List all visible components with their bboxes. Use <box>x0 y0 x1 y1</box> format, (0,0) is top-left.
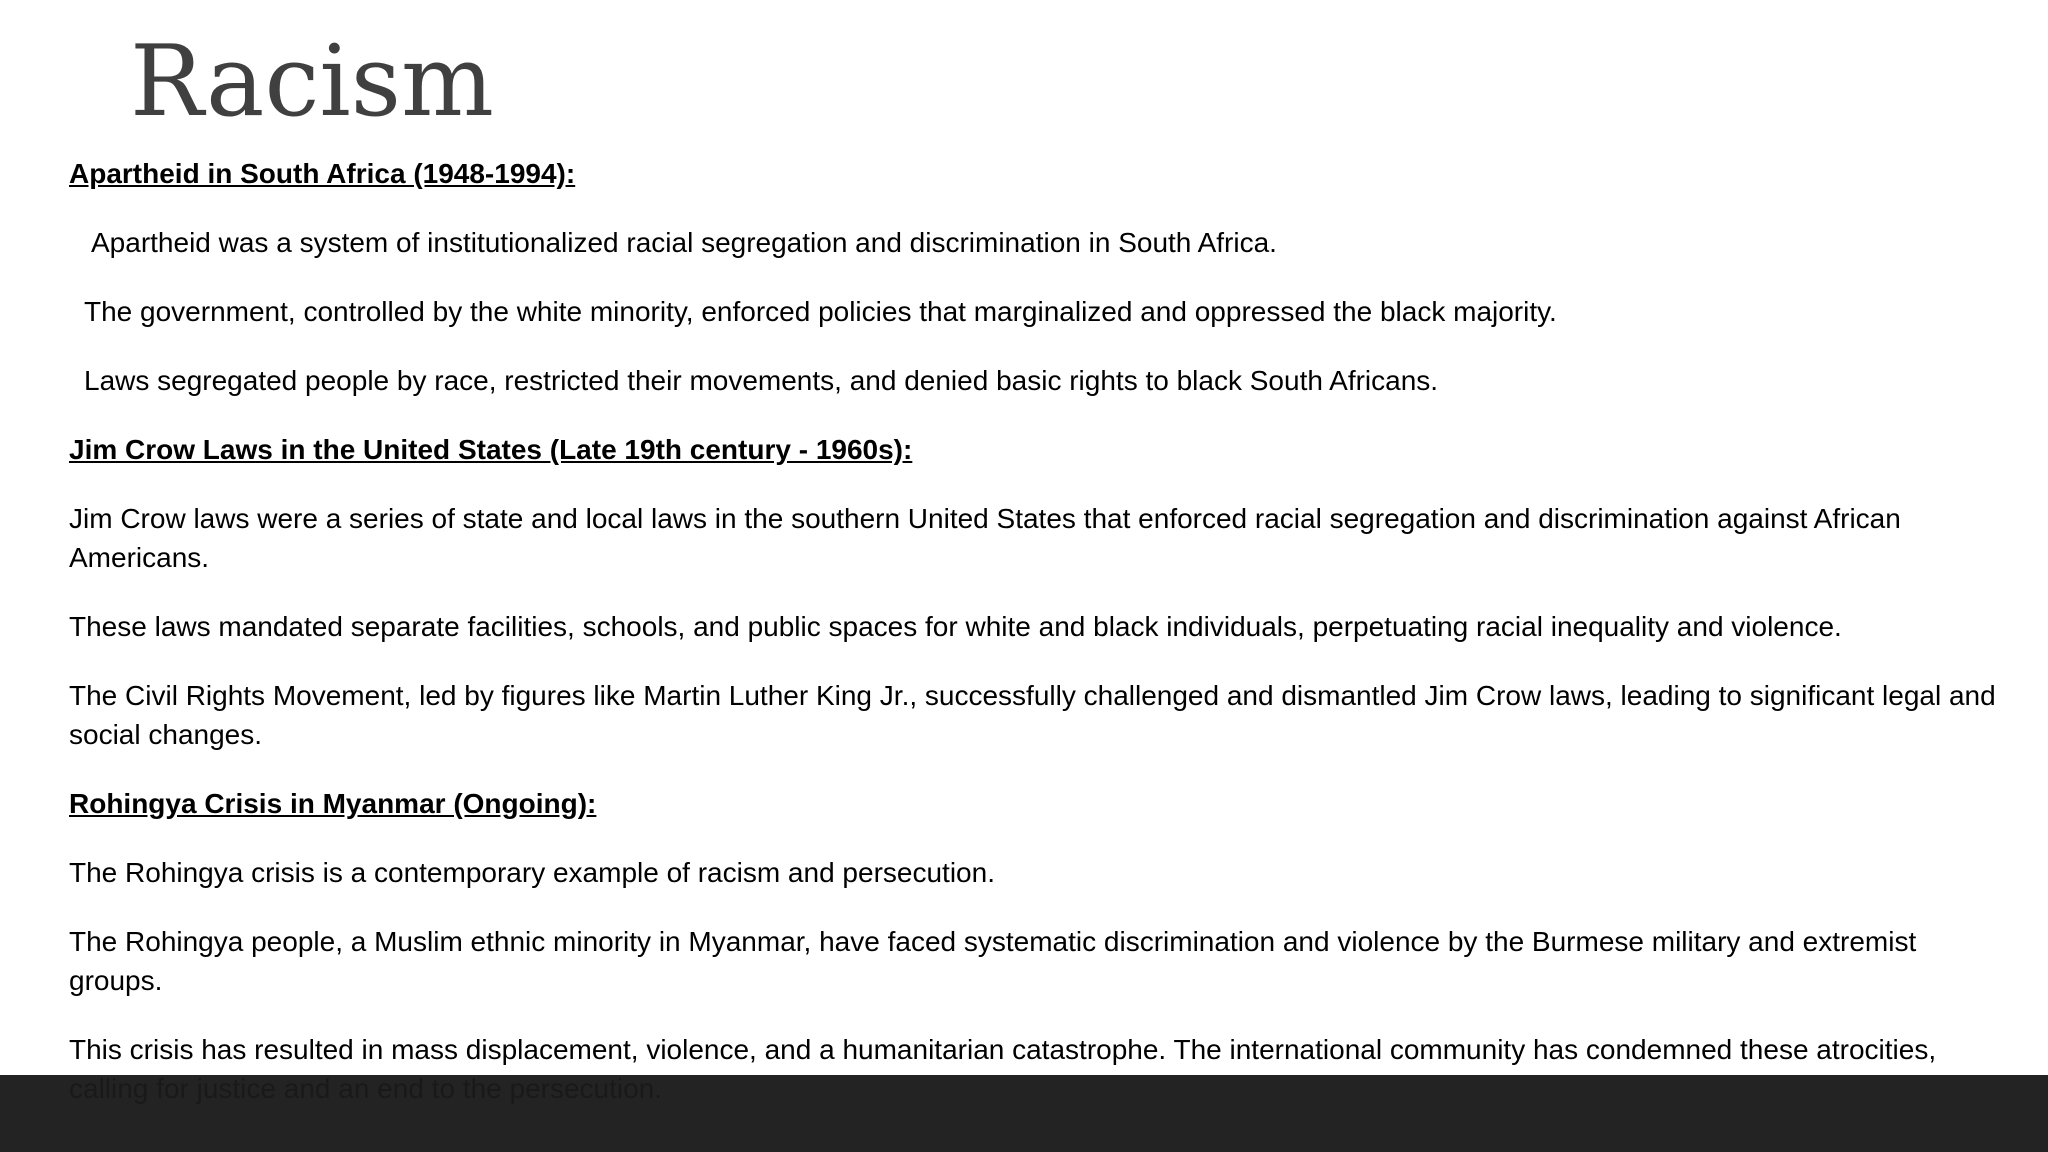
paragraph: This crisis has resulted in mass displacement, violence, and a humanitarian catastrophe. The international community has condemned these atrocities, <box>69 1034 1937 1065</box>
paragraph: The government, controlled by the white minority, enforced policies that marginalized and oppressed the black majority. <box>84 296 1557 327</box>
paragraph: These laws mandated separate facilities, schools, and public spaces for white and black individuals, perpetuating racial inequality and violence. <box>69 611 1842 642</box>
paragraph: The Civil Rights Movement, led by figures like Martin Luther King Jr., successfully challenged and dismantled Jim Crow laws, leading to significant legal and social changes. <box>69 680 1996 750</box>
paragraph: Jim Crow laws were a series of state and local laws in the southern United States that enforced racial segregation and discrimination against African Americans. <box>69 503 1901 573</box>
paragraph: Laws segregated people by race, restricted their movements, and denied basic rights to black South Africans. <box>84 365 1439 396</box>
slide-title: Racism <box>130 25 494 139</box>
paragraph: The Rohingya crisis is a contemporary example of racism and persecution. <box>69 857 995 888</box>
section-heading-jim-crow: Jim Crow Laws in the United States (Late 19th century - 1960s): <box>69 434 913 465</box>
section-heading-rohingya: Rohingya Crisis in Myanmar (Ongoing): <box>69 788 597 819</box>
section-heading-apartheid: Apartheid in South Africa (1948-1994): <box>69 158 576 189</box>
paragraph: Apartheid was a system of institutionalized racial segregation and discrimination in South Africa. <box>91 227 1277 258</box>
bottom-overlay-bar <box>0 1075 2048 1152</box>
slide-body <box>69 154 2004 1138</box>
paragraph: The Rohingya people, a Muslim ethnic minority in Myanmar, have faced systematic discrimination and violence by the Burmese military and extremist groups. <box>69 926 1917 996</box>
